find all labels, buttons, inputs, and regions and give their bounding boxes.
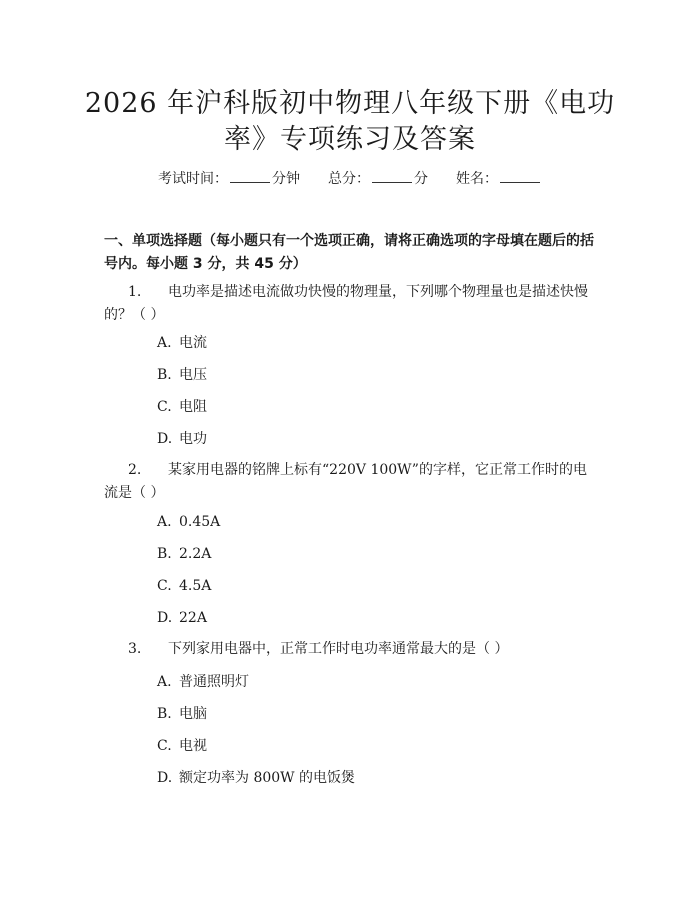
option-letter: A. [157,514,172,530]
exam-meta [0,168,700,189]
option-text: 电压 [179,367,207,383]
option-text: 电视 [179,738,207,754]
exam-time-group [158,171,300,187]
option-letter: C. [157,738,172,754]
exam-time-unit: 分钟 [272,171,300,187]
option-text: 普通照明灯 [179,674,249,690]
option-text: 2.2A [179,546,212,562]
total-score-group [328,171,428,187]
question-text: 下列家用电器中，正常工作时电功率通常最大的是（ ） [168,641,509,657]
question-1-option-b[interactable] [157,365,207,385]
section-heading-single-choice: 一、单项选择题（每小题只有一个选项正确，请将正确选项的字母填在题后的括号内。每小题 3 分，共 45 分） [104,233,594,272]
question-text: 电功率是描述电流做功快慢的物理量，下列哪个物理量也是描述快慢的？（ ） [104,284,588,323]
option-letter: D. [157,431,173,447]
question-3 [104,638,596,661]
question-3-option-b[interactable] [157,704,207,724]
question-number: 2. [128,462,142,478]
question-2-option-b[interactable] [157,544,211,564]
question-1-option-c[interactable] [157,397,207,417]
option-letter: B. [157,546,172,562]
option-letter: C. [157,399,172,415]
option-text: 4.5A [179,578,212,594]
option-letter: A. [157,674,172,690]
question-3-option-a[interactable] [157,672,249,692]
document-title-line-1: 2026 年沪科版初中物理八年级下册《电功 [84,88,616,119]
document-title-line-2: 率》专项练习及答案 [224,124,476,155]
name-blank[interactable] [500,168,540,183]
option-letter: D. [157,610,173,626]
option-text: 22A [179,610,207,626]
total-score-label: 总分： [328,171,370,187]
option-letter: B. [157,706,172,722]
question-2-option-d[interactable] [157,608,207,628]
question-text: 某家用电器的铭牌上标有“220V 100W”的字样，它正常工作时的电流是（ ） [104,462,587,501]
option-letter: C. [157,578,172,594]
question-1 [104,281,596,327]
question-1-option-a[interactable] [157,333,207,353]
option-letter: D. [157,770,173,786]
question-number: 3. [128,641,142,657]
exam-time-blank[interactable] [230,168,270,183]
option-text: 电脑 [179,706,207,722]
option-letter: A. [157,335,172,351]
option-letter: B. [157,367,172,383]
exam-time-label: 考试时间： [158,171,228,187]
option-text: 0.45A [179,514,221,530]
option-text: 电功 [179,431,207,447]
option-text: 电流 [179,335,207,351]
total-score-blank[interactable] [372,168,412,183]
question-1-option-d[interactable] [157,429,207,449]
question-2 [104,459,596,505]
question-2-option-c[interactable] [157,576,211,596]
name-group [456,171,542,187]
name-label: 姓名： [456,171,498,187]
option-text: 额定功率为 800W 的电饭煲 [179,770,356,786]
question-number: 1. [128,284,142,300]
question-2-option-a[interactable] [157,512,220,532]
question-3-option-d[interactable] [157,768,355,788]
option-text: 电阻 [179,399,207,415]
question-3-option-c[interactable] [157,736,207,756]
total-score-unit: 分 [414,171,428,187]
